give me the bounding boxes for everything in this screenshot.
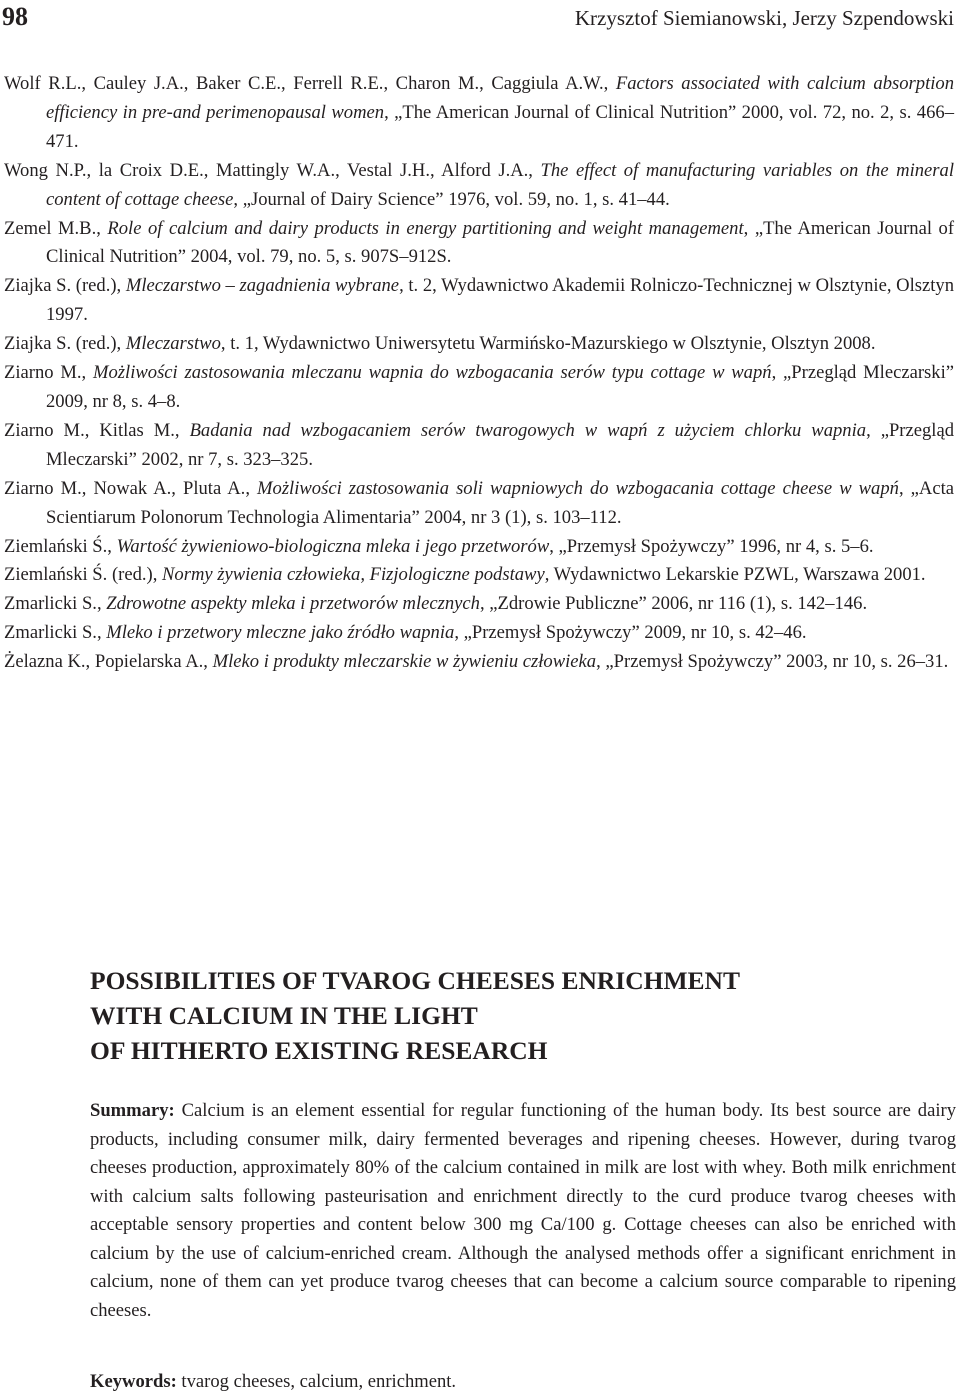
reference-entry [4, 417, 954, 475]
keywords-label: Keywords: [90, 1371, 177, 1392]
keywords-line [90, 1369, 456, 1395]
reference-list [4, 70, 954, 677]
reference-title: Factors associated with calcium absorption efficiency in pre-and perimenopausal women [46, 73, 954, 123]
reference-entry [4, 619, 954, 648]
reference-entry [4, 215, 954, 273]
reference-authors: Zmarlicki S., [4, 593, 107, 615]
reference-title: Wartość żywieniowo-biologiczna mleka i jego przetworów [116, 535, 550, 557]
reference-source: , „Journal of Dairy Science” 1976, vol. 59, no. 1, s. 41–44. [233, 188, 670, 210]
reference-title: Możliwości zastosowania soli wapniowych do wzbogacania cottage cheese w wapń [257, 477, 899, 499]
reference-title: Możliwości zastosowania mleczanu wapnia do wzbogacania serów typu cottage w wapń [93, 362, 772, 384]
article-title [90, 963, 950, 1068]
reference-source: , t. 2, Wydawnictwo Akademii Rolniczo-Technicznej w Olsztynie, Olsztyn 1997. [46, 275, 954, 326]
reference-authors: Ziajka S. (red.), [4, 333, 126, 355]
reference-title: Badania nad wzbogacaniem serów twarogowych w wapń z użyciem chlorku wapnia [189, 419, 867, 441]
reference-entry [4, 475, 954, 533]
reference-title: Mleczarstwo – zagadnienia wybrane [125, 275, 400, 297]
reference-source: , „The American Journal of Clinical Nutrition” 2004, vol. 79, no. 5, s. 907S–912S. [46, 217, 955, 268]
reference-title: Zdrowotne aspekty mleka i przetworów mlecznych [106, 593, 480, 615]
reference-entry [4, 70, 954, 157]
summary-label: Summary: [90, 1100, 175, 1121]
reference-authors: Ziajka S. (red.), [4, 275, 126, 297]
article-title-line: WITH CALCIUM IN THE LIGHT [90, 1001, 478, 1030]
reference-source: , „Przemysł Spożywczy” 2003, nr 10, s. 26–31. [596, 651, 949, 673]
reference-entry [4, 272, 954, 330]
reference-source: , „Zdrowie Publiczne” 2006, nr 116 (1), s. 142–146. [479, 593, 868, 615]
reference-entry [4, 533, 954, 562]
reference-authors: Zemel M.B., [4, 217, 108, 239]
reference-title: Mleczarstwo [125, 333, 221, 355]
reference-title: Normy żywienia człowieka, Fizjologiczne podstawy [162, 564, 545, 586]
reference-source: , t. 1, Wydawnictwo Uniwersytetu Warmińsko-Mazurskiego w Olsztynie, Olsztyn 2008. [220, 333, 876, 355]
reference-title: Role of calcium and dairy products in energy partitioning and weight management [107, 217, 744, 239]
reference-authors: Ziemlański Ś., [4, 535, 117, 557]
reference-authors: Wolf R.L., Cauley J.A., Baker C.E., Ferrell R.E., Charon M., Caggiula A.W., [4, 73, 616, 94]
running-header-authors: Krzysztof Siemianowski, Jerzy Szpendowski [574, 6, 954, 30]
reference-source: , „Przegląd Mleczarski” 2002, nr 7, s. 323–325. [46, 419, 955, 470]
reference-source: , „Acta Scientiarum Polonorum Technologia Alimentaria” 2004, nr 3 (1), s. 103–112. [46, 477, 954, 528]
page-number: 98 [2, 2, 28, 31]
running-header [0, 0, 960, 40]
article-title-line: POSSIBILITIES OF TVAROG CHEESES ENRICHMENT [90, 966, 740, 995]
reference-source: , Wydawnictwo Lekarskie PZWL, Warszawa 2001. [544, 564, 926, 586]
reference-entry [4, 330, 954, 359]
reference-title: Mleko i przetwory mleczne jako źródło wapnia [106, 622, 455, 644]
reference-source: , „Przegląd Mleczarski” 2009, nr 8, s. 4–8. [46, 362, 954, 412]
reference-authors: Żelazna K., Popielarska A., [4, 651, 213, 673]
reference-source: , „The American Journal of Clinical Nutrition” 2000, vol. 72, no. 2, s. 466–471. [46, 101, 954, 152]
reference-authors: Zmarlicki S., [4, 622, 107, 644]
reference-title: Mleko i produkty mleczarskie w żywieniu człowieka [212, 651, 597, 673]
reference-authors: Ziarno M., [4, 362, 94, 384]
article-title-line: OF HITHERTO EXISTING RESEARCH [90, 1036, 548, 1065]
reference-entry [4, 590, 954, 619]
reference-authors: Ziarno M., Kitlas M., [4, 419, 190, 441]
reference-authors: Ziarno M., Nowak A., Pluta A., [4, 477, 258, 499]
summary-paragraph [90, 1097, 956, 1325]
reference-entry [4, 561, 954, 590]
reference-entry [4, 157, 954, 215]
reference-source: , „Przemysł Spożywczy” 1996, nr 4, s. 5–6. [549, 535, 874, 557]
reference-authors: Ziemlański Ś. (red.), [4, 564, 163, 586]
reference-source: , „Przemysł Spożywczy” 2009, nr 10, s. 42–46. [454, 622, 807, 644]
reference-entry [4, 648, 954, 677]
summary-text: Calcium is an element essential for regular functioning of the human body. Its best source are dairy products, including consumer milk, dairy fermented beverages and ripening cheeses. However, during tvarog cheeses production, approximately 80% of the calcium contained in milk are lost with whey. Both milk enrichment with calcium salts following pasteurisation and enrichment directly to the curd produce tvarog cheeses with acceptable sensory properties and content below 300 mg Ca/100 g. Cottage cheeses can also be enriched with calcium by the use of calcium-enriched cream. Although the analysed methods offer a significant enrichment in calcium, none of them can yet produce tvarog cheeses that can become a calcium source comparable to ripening cheeses. [90, 1100, 956, 1321]
reference-entry [4, 359, 954, 417]
reference-title: The effect of manufacturing variables on the mineral content of cottage cheese [46, 159, 954, 210]
keywords-text: tvarog cheeses, calcium, enrichment. [181, 1371, 457, 1392]
reference-authors: Wong N.P., la Croix D.E., Mattingly W.A., Vestal J.H., Alford J.A., [4, 159, 541, 181]
